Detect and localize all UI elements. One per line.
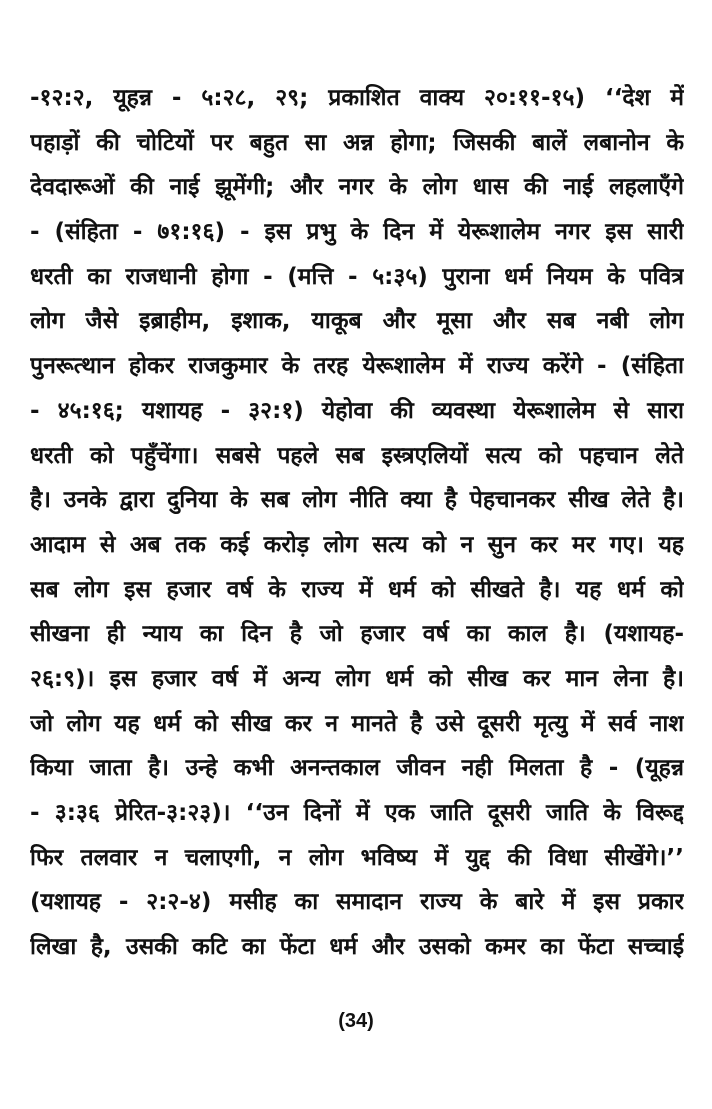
text-line: लोग जैसे इब्राहीम, इशाक, याकूब और मूसा और सब नबी लोग (30, 308, 684, 335)
text-line: धरती का राजधानी होगा - (मत्ति - ५:३५) पुराना धर्म नियम के पवित्र (30, 263, 684, 290)
body-text (30, 76, 684, 970)
text-line: है। उनके द्वारा दुनिया के सब लोग नीति क्या है पेहचानकर सीख लेते है। (30, 487, 684, 514)
text-line: सीखना ही न्याय का दिन है जो हजार वर्ष का काल है। (यशायह- (30, 621, 684, 648)
page-number: (34) (338, 1010, 374, 1032)
text-line: फिर तलवार न चलाएगी, न लोग भविष्य में युद्द की विधा सीखेंगे।’’ (30, 844, 684, 871)
text-line: देवदारूओं की नाई झूमेंगी; और नगर के लोग धास की नाई लहलाएँगे (30, 174, 684, 201)
text-line: पहाड़ों की चोटियों पर बहुत सा अन्न होगा; जिसकी बालें लबानोन के (30, 129, 684, 156)
text-line: - ३:३६ प्रेरित-३:२३)। ‘‘उन दिनों में एक जाति दूसरी जाति के विरूद्द (30, 800, 684, 826)
text-line: धरती को पहुँचेंगा। सबसे पहले सब इस्त्रएलियों सत्य को पहचान लेते (30, 442, 684, 469)
text-line: आदाम से अब तक कई करोड़ लोग सत्य को न सुन कर मर गए। यह (30, 531, 684, 558)
text-line: - ४५:१६; यशायह - ३२:१) येहोवा की व्यवस्था येरूशालेम से सारा (30, 397, 684, 424)
text-line: लिखा है, उसकी कटि का फेंटा धर्म और उसको कमर का फेंटा सच्चाई (30, 934, 684, 961)
text-line: किया जाता है। उन्हे कभी अनन्तकाल जीवन नही मिलता है - (यूहन्न (30, 755, 684, 782)
text-line: (यशायह - २:२-४) मसीह का समादान राज्य के बारे में इस प्रकार (30, 889, 684, 916)
text-line: - (संहिता - ७१:१६) - इस प्रभु के दिन में येरूशालेम नगर इस सारी (30, 219, 684, 246)
text-line: जो लोग यह धर्म को सीख कर न मानते है उसे दूसरी मृत्यु में सर्व नाश (30, 710, 684, 737)
text-line: पुनरूत्थान होकर राजकुमार के तरह येरूशालेम में राज्य करेंगे - (संहिता (30, 353, 684, 380)
text-line: -१२:२, यूहन्न - ५:२८, २९; प्रकाशित वाक्य २०:११-१५) ‘‘देश में (30, 85, 684, 111)
text-line: सब लोग इस हजार वर्ष के राज्य में धर्म को सीखते है। यह धर्म को (30, 576, 684, 603)
text-line: २६:९)। इस हजार वर्ष में अन्य लोग धर्म को सीख कर मान लेना है। (30, 665, 684, 692)
